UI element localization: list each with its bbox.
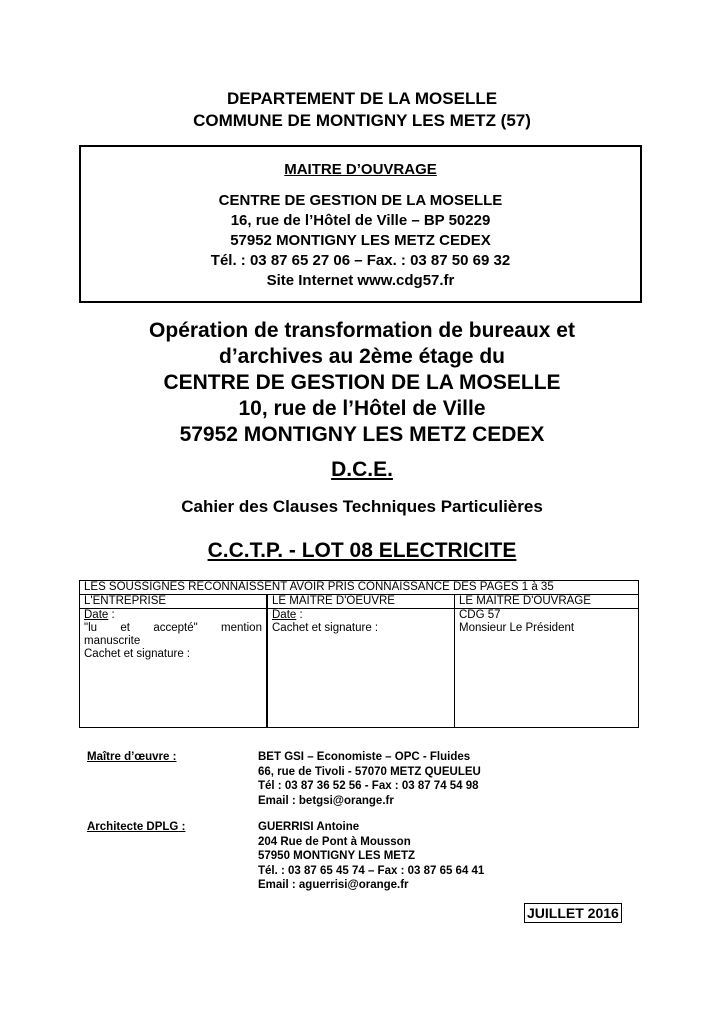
date-line [84,609,262,622]
owner-line: Site Internet www.cdg57.fr [266,272,455,289]
contact-line: Tél : 03 87 36 52 56 - Fax : 03 87 74 54 98 [258,780,479,792]
owner-line: Tél. : 03 87 65 27 06 – Fax. : 03 87 50 69 32 [210,252,511,269]
owner-line: 57952 MONTIGNY LES METZ CEDEX [230,232,491,249]
contact-line: 57950 MONTIGNY LES METZ [258,850,415,862]
column-header-entreprise: L'ENTREPRISE [80,595,268,609]
owner-short: CDG 57 [459,609,501,621]
maitre-oeuvre-details [258,750,481,808]
date-label: Date [272,609,297,621]
table-row [80,609,639,728]
entreprise-signature-cell [80,609,268,728]
owner-box [79,145,642,303]
maitre-oeuvre-signature-cell [267,609,455,728]
date-suffix: : [108,609,115,621]
cctp-caption: Cahier des Clauses Techniques Particulières [181,497,543,516]
owner-line: CENTRE DE GESTION DE LA MOSELLE [218,192,503,209]
maitre-oeuvre-label [87,750,176,765]
document-date: JUILLET 2016 [524,903,622,923]
maitre-ouvrage-signature-cell [455,609,639,728]
label-suffix: : [178,821,186,833]
architecte-details [258,820,484,893]
contact-line: Tél. : 03 87 65 45 74 – Fax : 03 87 65 64 41 [258,864,485,877]
operation-line: 10, rue de l’Hôtel de Ville [238,397,486,420]
contact-line: GUERRISI Antoine [258,821,360,833]
operation-line: Opération de transformation de bureaux et [149,319,575,342]
mention-end: manuscrite [84,635,141,647]
cachet-label: Cachet et signature : [84,648,191,660]
date-line [272,609,450,622]
mention-word: mention [221,622,262,634]
contact-line: Email : betgsi@orange.fr [258,794,394,807]
architecte-label-text: Architecte DPLG [87,821,179,833]
owner-signatory: Monsieur Le Président [459,622,575,634]
column-header-maitre-ouvrage: LE MAITRE D'OUVRAGE [455,595,639,609]
mention-word: accepté" [153,622,198,634]
date-suffix: : [296,609,303,621]
label-suffix: : [169,751,177,763]
commune-heading: COMMUNE DE MONTIGNY LES METZ (57) [193,111,531,130]
contact-line: 66, rue de Tivoli - 57070 METZ QUEULEU [258,765,481,778]
operation-line: d’archives au 2ème étage du [219,345,505,368]
owner-line: 16, rue de l’Hôtel de Ville – BP 50229 [230,212,491,229]
owner-address [81,191,640,291]
contact-line: BET GSI – Economiste – OPC - Fluides [258,751,471,763]
table-header-cell: LES SOUSSIGNES RECONNAISSENT AVOIR PRIS CONNAISSANCE DES PAGES 1 à 35 [80,581,639,595]
owner-title: MAITRE D’OUVRAGE [284,161,437,178]
department-heading: DEPARTEMENT DE LA MOSELLE [226,89,498,108]
table-row [80,581,639,595]
operation-line: 57952 MONTIGNY LES METZ CEDEX [179,423,545,446]
table-row [80,595,639,609]
mention-word: "lu [84,622,98,634]
mention-line [84,622,262,635]
signature-table [79,580,639,728]
dce-title: D.C.E. [331,458,393,481]
cachet-label: Cachet et signature : [272,622,379,634]
contact-line: Email : aguerrisi@orange.fr [258,879,409,891]
lot-title: C.C.T.P. - LOT 08 ELECTRICITE [207,539,517,562]
architecte-label [87,820,185,835]
operation-line: CENTRE DE GESTION DE LA MOSELLE [163,371,561,394]
date-label: Date [84,609,109,621]
contact-line: 204 Rue de Pont à Mousson [258,835,411,848]
maitre-oeuvre-label-text: Maître d’œuvre [87,751,170,763]
column-header-maitre-oeuvre: LE MAITRE D'OEUVRE [267,595,455,609]
operation-title [0,318,724,448]
mention-word: et [120,622,130,634]
